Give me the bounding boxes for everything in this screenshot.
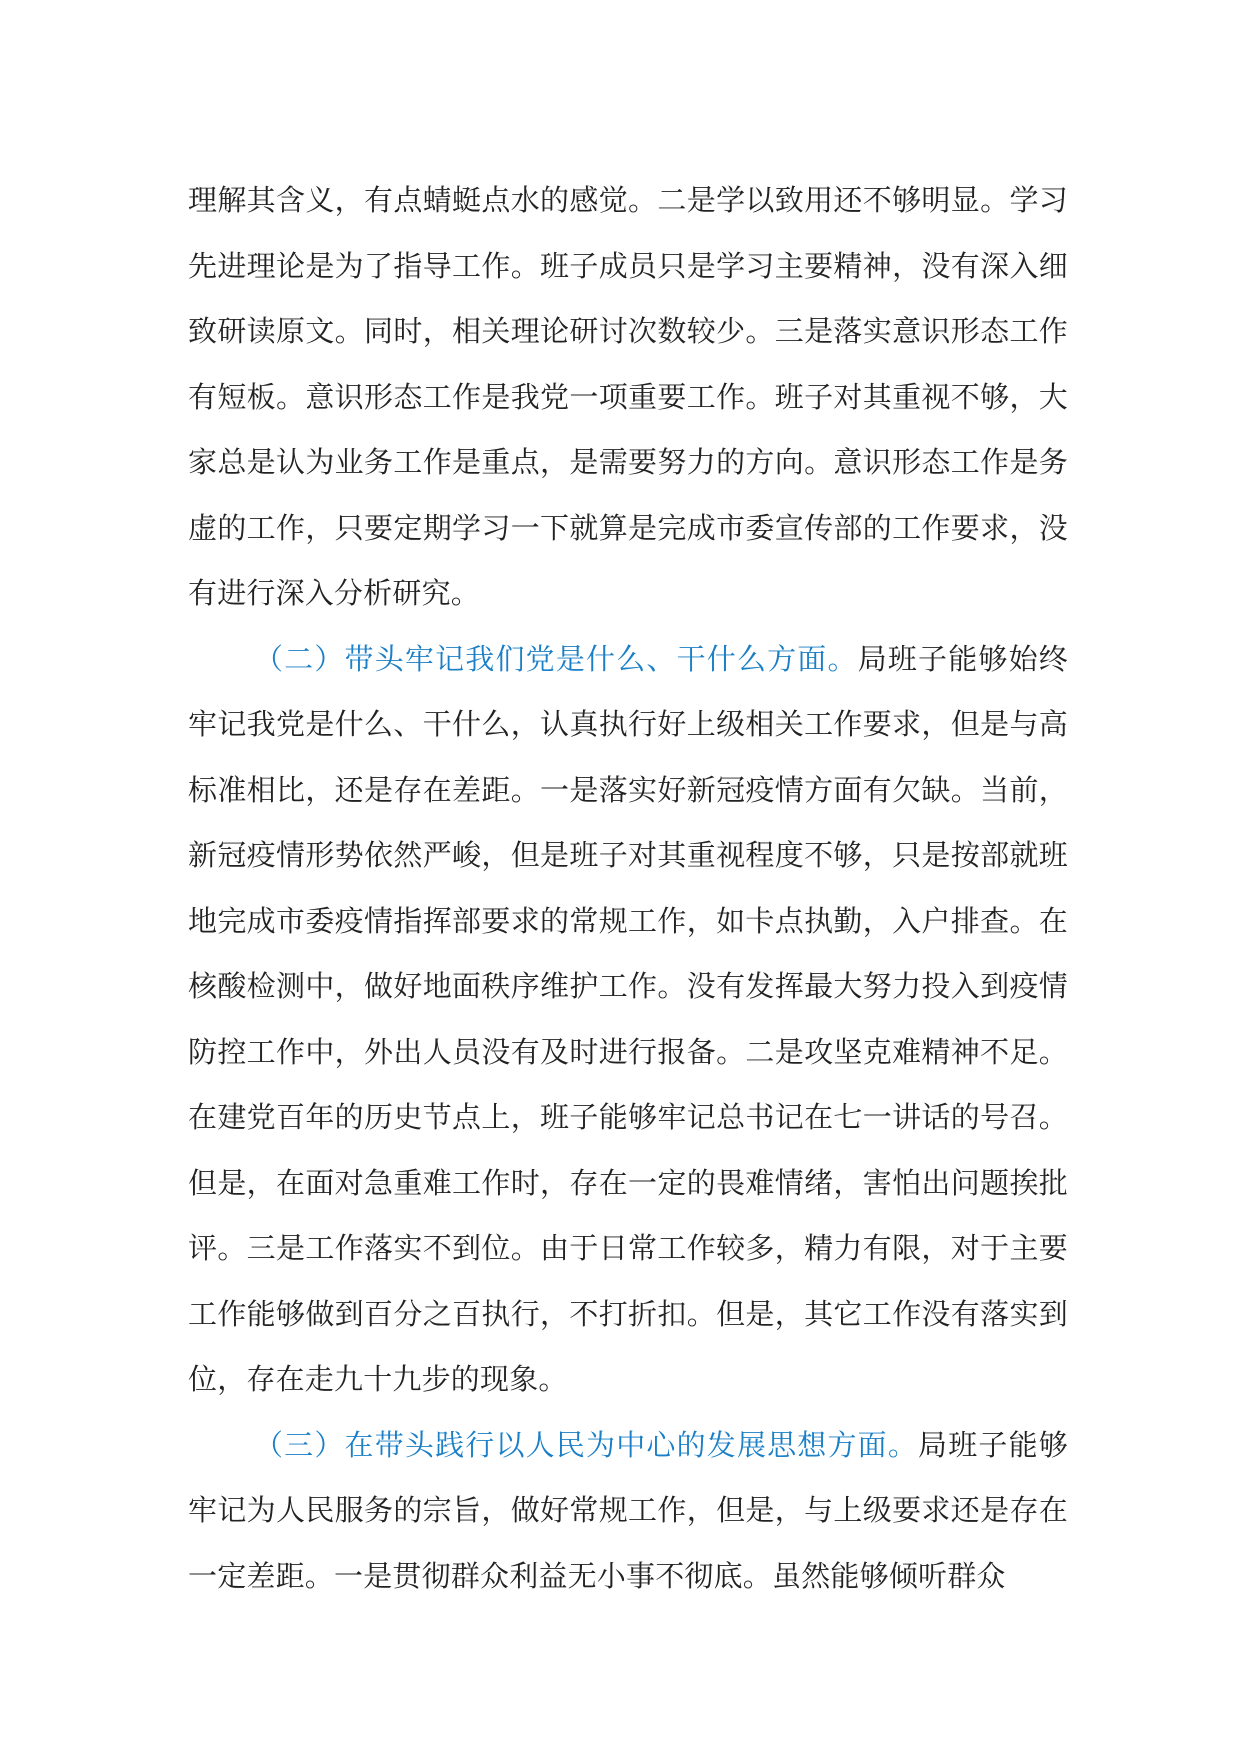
paragraph-2: [188, 627, 1068, 1413]
paragraph-3-text: 局班子能够牢记为人民服务的宗旨，做好常规工作，但是，与上级要求还是存在一定差距。一是贯彻群众利益无小事不彻底。虽然能够倾听群众: [188, 1427, 1068, 1593]
paragraph-3: [188, 1413, 1068, 1610]
paragraph-1: [188, 168, 1068, 627]
paragraph-1-text: 理解其含义，有点蜻蜓点水的感觉。二是学以致用还不够明显。学习先进理论是为了指导工作。班子成员只是学习主要精神，没有深入细致研读原文。同时，相关理论研讨次数较少。三是落实意识形态工作有短板。意识形态工作是我党一项重要工作。班子对其重视不够，大家总是认为业务工作是重点，是需要努力的方向。意识形态工作是务虚的工作，只要定期学习一下就算是完成市委宣传部的工作要求，没有进行深入分析研究。: [188, 183, 1068, 610]
paragraph-2-text: 局班子能够始终牢记我党是什么、干什么，认真执行好上级相关工作要求，但是与高标准相比，还是存在差距。一是落实好新冠疫情方面有欠缺。当前，新冠疫情形势依然严峻，但是班子对其重视程度不够，只是按部就班地完成市委疫情指挥部要求的常规工作，如卡点执勤，入户排查。在核酸检测中，做好地面秩序维护工作。没有发挥最大努力投入到疫情防控工作中，外出人员没有及时进行报备。二是攻坚克难精神不足。在建党百年的历史节点上，班子能够牢记总书记在七一讲话的号召。但是，在面对急重难工作时，存在一定的畏难情绪，害怕出问题挨批评。三是工作落实不到位。由于日常工作较多，精力有限，对于主要工作能够做到百分之百执行，不打折扣。但是，其它工作没有落实到位，存在走九十九步的现象。: [188, 641, 1068, 1396]
section-heading-3: （三）在带头践行以人民为中心的发展思想方面。: [254, 1427, 919, 1462]
document-body: [188, 168, 1068, 1609]
section-heading-2: （二）带头牢记我们党是什么、干什么方面。: [254, 641, 858, 676]
